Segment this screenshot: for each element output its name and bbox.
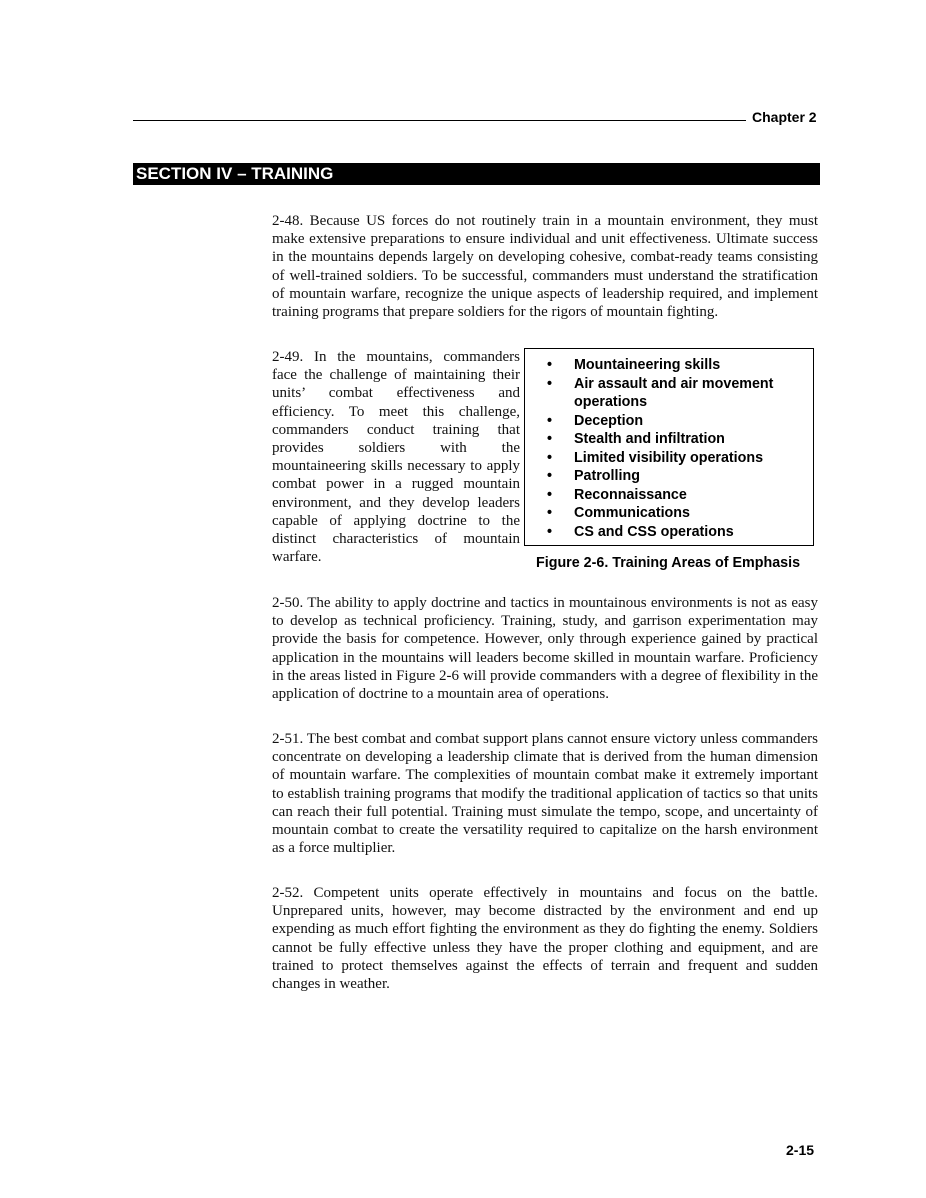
list-item: • CS and CSS operations — [547, 523, 734, 540]
list-item: • Reconnaissance — [547, 486, 687, 503]
bullet-icon: • — [547, 505, 553, 521]
list-item: • Air assault and air movement operations — [547, 375, 774, 410]
bullet-icon: • — [547, 449, 553, 466]
bullet-icon: • — [547, 431, 553, 447]
page-number: 2-15 — [786, 1142, 815, 1158]
list-item: • Mountaineering skills — [547, 357, 721, 373]
section-heading: SECTION IV – TRAINING — [133, 163, 820, 185]
bullet-icon: • — [547, 375, 553, 392]
paragraph-2-48: 2-48. Because US forces do not routinely train in a mountain environment, they must make extensive preparations to ensure individual and unit effectiveness. Ultimate success in the mountains depends largely on developing cohesive, combat-ready teams consisting of well-trained soldiers. To be successful, commanders must understand the stratification of mountain warfare, recognize the unique aspects of leadership required, and implement training programs that prepare soldiers for the rigors of mountain fighting. — [272, 213, 818, 321]
list-item: • Limited visibility operations — [547, 449, 764, 466]
list-item: • Deception — [547, 412, 644, 429]
list-item: • Communications — [547, 505, 690, 521]
paragraph-2-49: 2-49. In the mountains, commanders face the challenge of maintaining their units’ combat effectiveness and efficiency. To meet this challenge, commanders conduct training that provides soldiers with the mountaineering skills necessary to apply combat power in a rugged mountain environment, and they develop leaders capable of applying doctrine to the distinct characteristics of mountain warfare. — [272, 349, 520, 566]
bullet-icon: • — [547, 468, 553, 484]
paragraph-2-52: 2-52. Competent units operate effectively in mountains and focus on the battle. Unprepared units, however, may become distracted by the environment and end up expending as much effort fighting the environment as they do fighting the enemy. Soldiers cannot be fully effective unless they have the proper clothing and equipment, and are trained to protect themselves against the effects of terrain and frequent and sudden changes in weather. — [272, 885, 818, 993]
paragraph-2-51: 2-51. The best combat and combat support plans cannot ensure victory unless commanders concentrate on developing a leadership climate that is derived from the human dimension of mountain warfare. The complexities of mountain combat make it extremely important to establish training programs that modify the traditional application of tactics so that units can reach their full potential. Training must simulate the tempo, scope, and uncertainty of mountain combat to create the versatility required to capitalize on the harsh environment as a force multiplier. — [272, 731, 818, 857]
training-areas-list — [525, 349, 813, 541]
figure-caption: Figure 2-6. Training Areas of Emphasis — [536, 555, 801, 571]
bullet-icon: • — [547, 523, 553, 540]
running-head: Chapter 2 — [752, 109, 817, 125]
list-item: • Stealth and infiltration — [547, 431, 725, 447]
header-rule — [133, 120, 746, 121]
figure-2-6-box — [524, 348, 814, 546]
bullet-icon: • — [547, 486, 553, 503]
bullet-icon: • — [547, 412, 553, 429]
list-item: • Patrolling — [547, 468, 640, 484]
bullet-icon: • — [547, 357, 553, 373]
paragraph-2-50: 2-50. The ability to apply doctrine and tactics in mountainous environments is not as easy to develop as technical proficiency. Training, study, and garrison experimentation may provide the basis for competence. However, only through experience gained by practical application in the mountains will leaders become skilled in mountain warfare. Proficiency in the areas listed in Figure 2-6 will provide commanders with a degree of flexibility in the application of doctrine to a mountain area of operations. — [272, 595, 818, 703]
